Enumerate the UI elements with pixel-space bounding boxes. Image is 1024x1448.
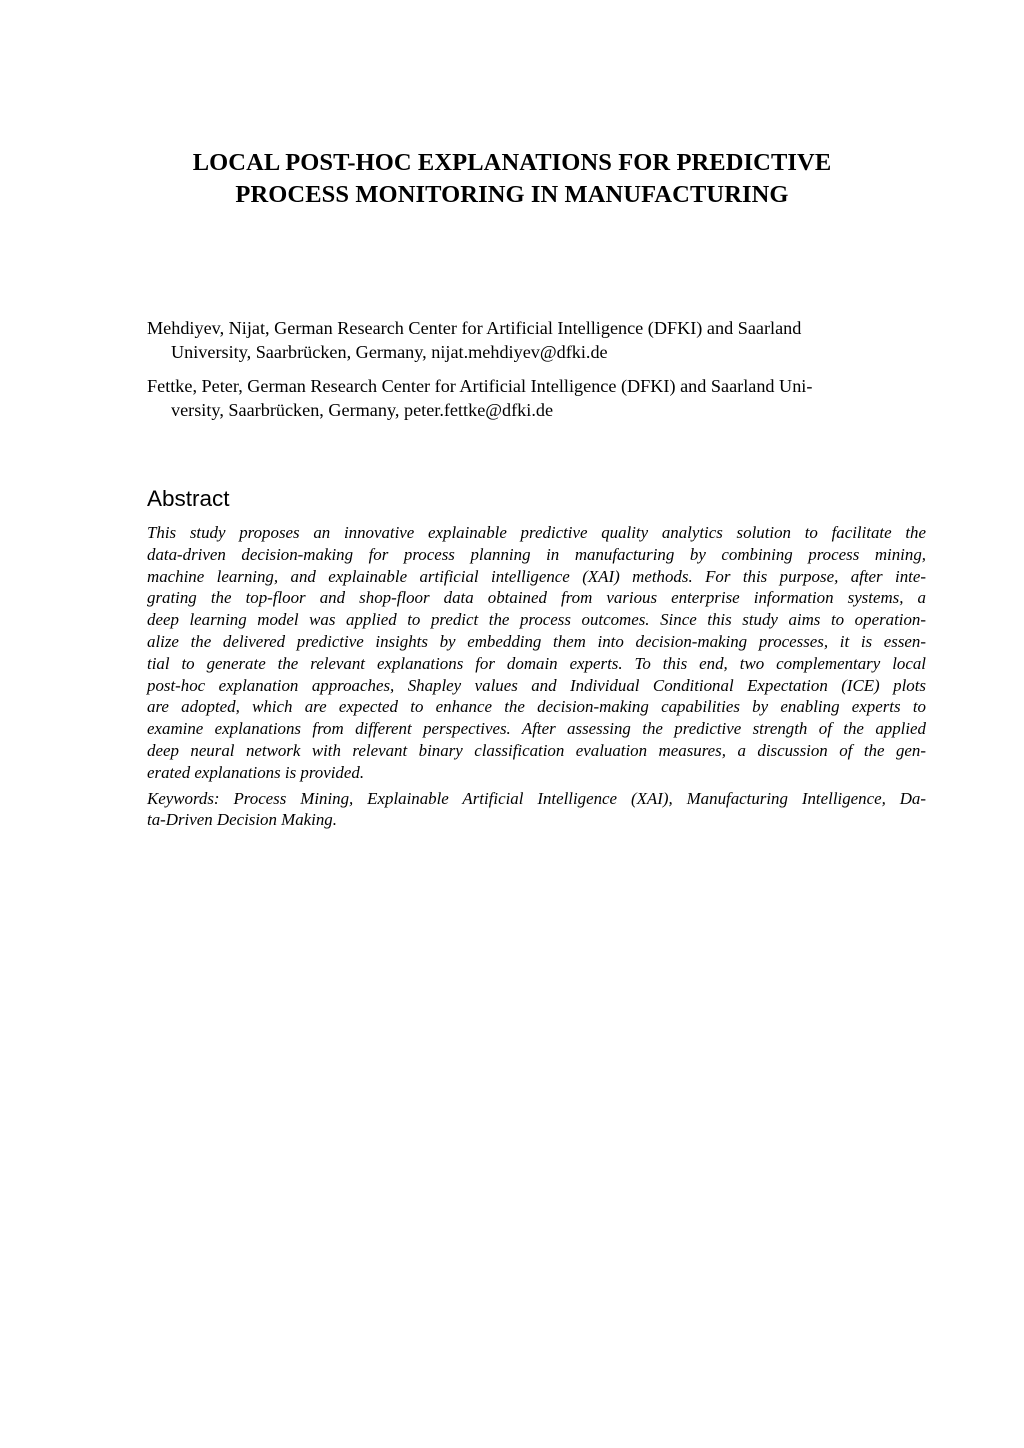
abstract-paragraph bbox=[147, 522, 926, 784]
author-entry-mehdiyev bbox=[147, 316, 927, 364]
abstract-line: data-driven decision-making for process planning in manufacturing by combining process mining, bbox=[147, 544, 926, 564]
author-list bbox=[147, 316, 927, 432]
abstract-line: This study proposes an innovative explainable predictive quality analytics solution to facilitate the bbox=[147, 523, 926, 542]
paper-title bbox=[140, 147, 884, 211]
author-entry-fettke bbox=[147, 374, 927, 422]
abstract-line: tial to generate the relevant explanations for domain experts. To this end, two complementary local bbox=[147, 653, 926, 673]
author-line: Fettke, Peter, German Research Center for Artificial Intelligence (DFKI) and Saarland Uni- bbox=[147, 376, 813, 396]
abstract-line: erated explanations is provided. bbox=[147, 762, 365, 782]
keywords bbox=[147, 788, 926, 832]
author-line: versity, Saarbrücken, Germany, peter.fettke@dfki.de bbox=[171, 400, 554, 420]
abstract-line: grating the top-floor and shop-floor data obtained from various enterprise information systems, a bbox=[147, 588, 926, 608]
abstract-line: examine explanations from different perspectives. After assessing the predictive strength of the applied bbox=[147, 719, 926, 739]
abstract-heading: Abstract bbox=[147, 486, 230, 511]
author-line: Mehdiyev, Nijat, German Research Center for Artificial Intelligence (DFKI) and Saarland bbox=[147, 318, 802, 338]
abstract-line: alize the delivered predictive insights by embedding them into decision-making processes, it is essen- bbox=[147, 631, 926, 651]
abstract-line: deep neural network with relevant binary classification evaluation measures, a discussion of the gen- bbox=[147, 740, 926, 760]
author-line: University, Saarbrücken, Germany, nijat.mehdiyev@dfki.de bbox=[171, 342, 608, 362]
keywords-line: ta-Driven Decision Making. bbox=[147, 810, 337, 830]
title-line-2: PROCESS MONITORING IN MANUFACTURING bbox=[235, 181, 789, 208]
abstract-line: are adopted, which are expected to enhance the decision-making capabilities by enabling experts to bbox=[147, 697, 926, 717]
abstract-line: machine learning, and explainable artificial intelligence (XAI) methods. For this purpose, after inte- bbox=[147, 566, 926, 586]
abstract-line: deep learning model was applied to predict the process outcomes. Since this study aims to operation- bbox=[147, 610, 926, 630]
abstract-line: post-hoc explanation approaches, Shapley values and Individual Conditional Expectation (ICE) plots bbox=[147, 675, 926, 695]
abstract-body bbox=[147, 522, 926, 831]
title-line-1: LOCAL POST-HOC EXPLANATIONS FOR PREDICTIVE bbox=[192, 149, 832, 176]
keywords-line: Keywords: Process Mining, Explainable Artificial Intelligence (XAI), Manufacturing Intelligence, Da- bbox=[147, 788, 926, 808]
